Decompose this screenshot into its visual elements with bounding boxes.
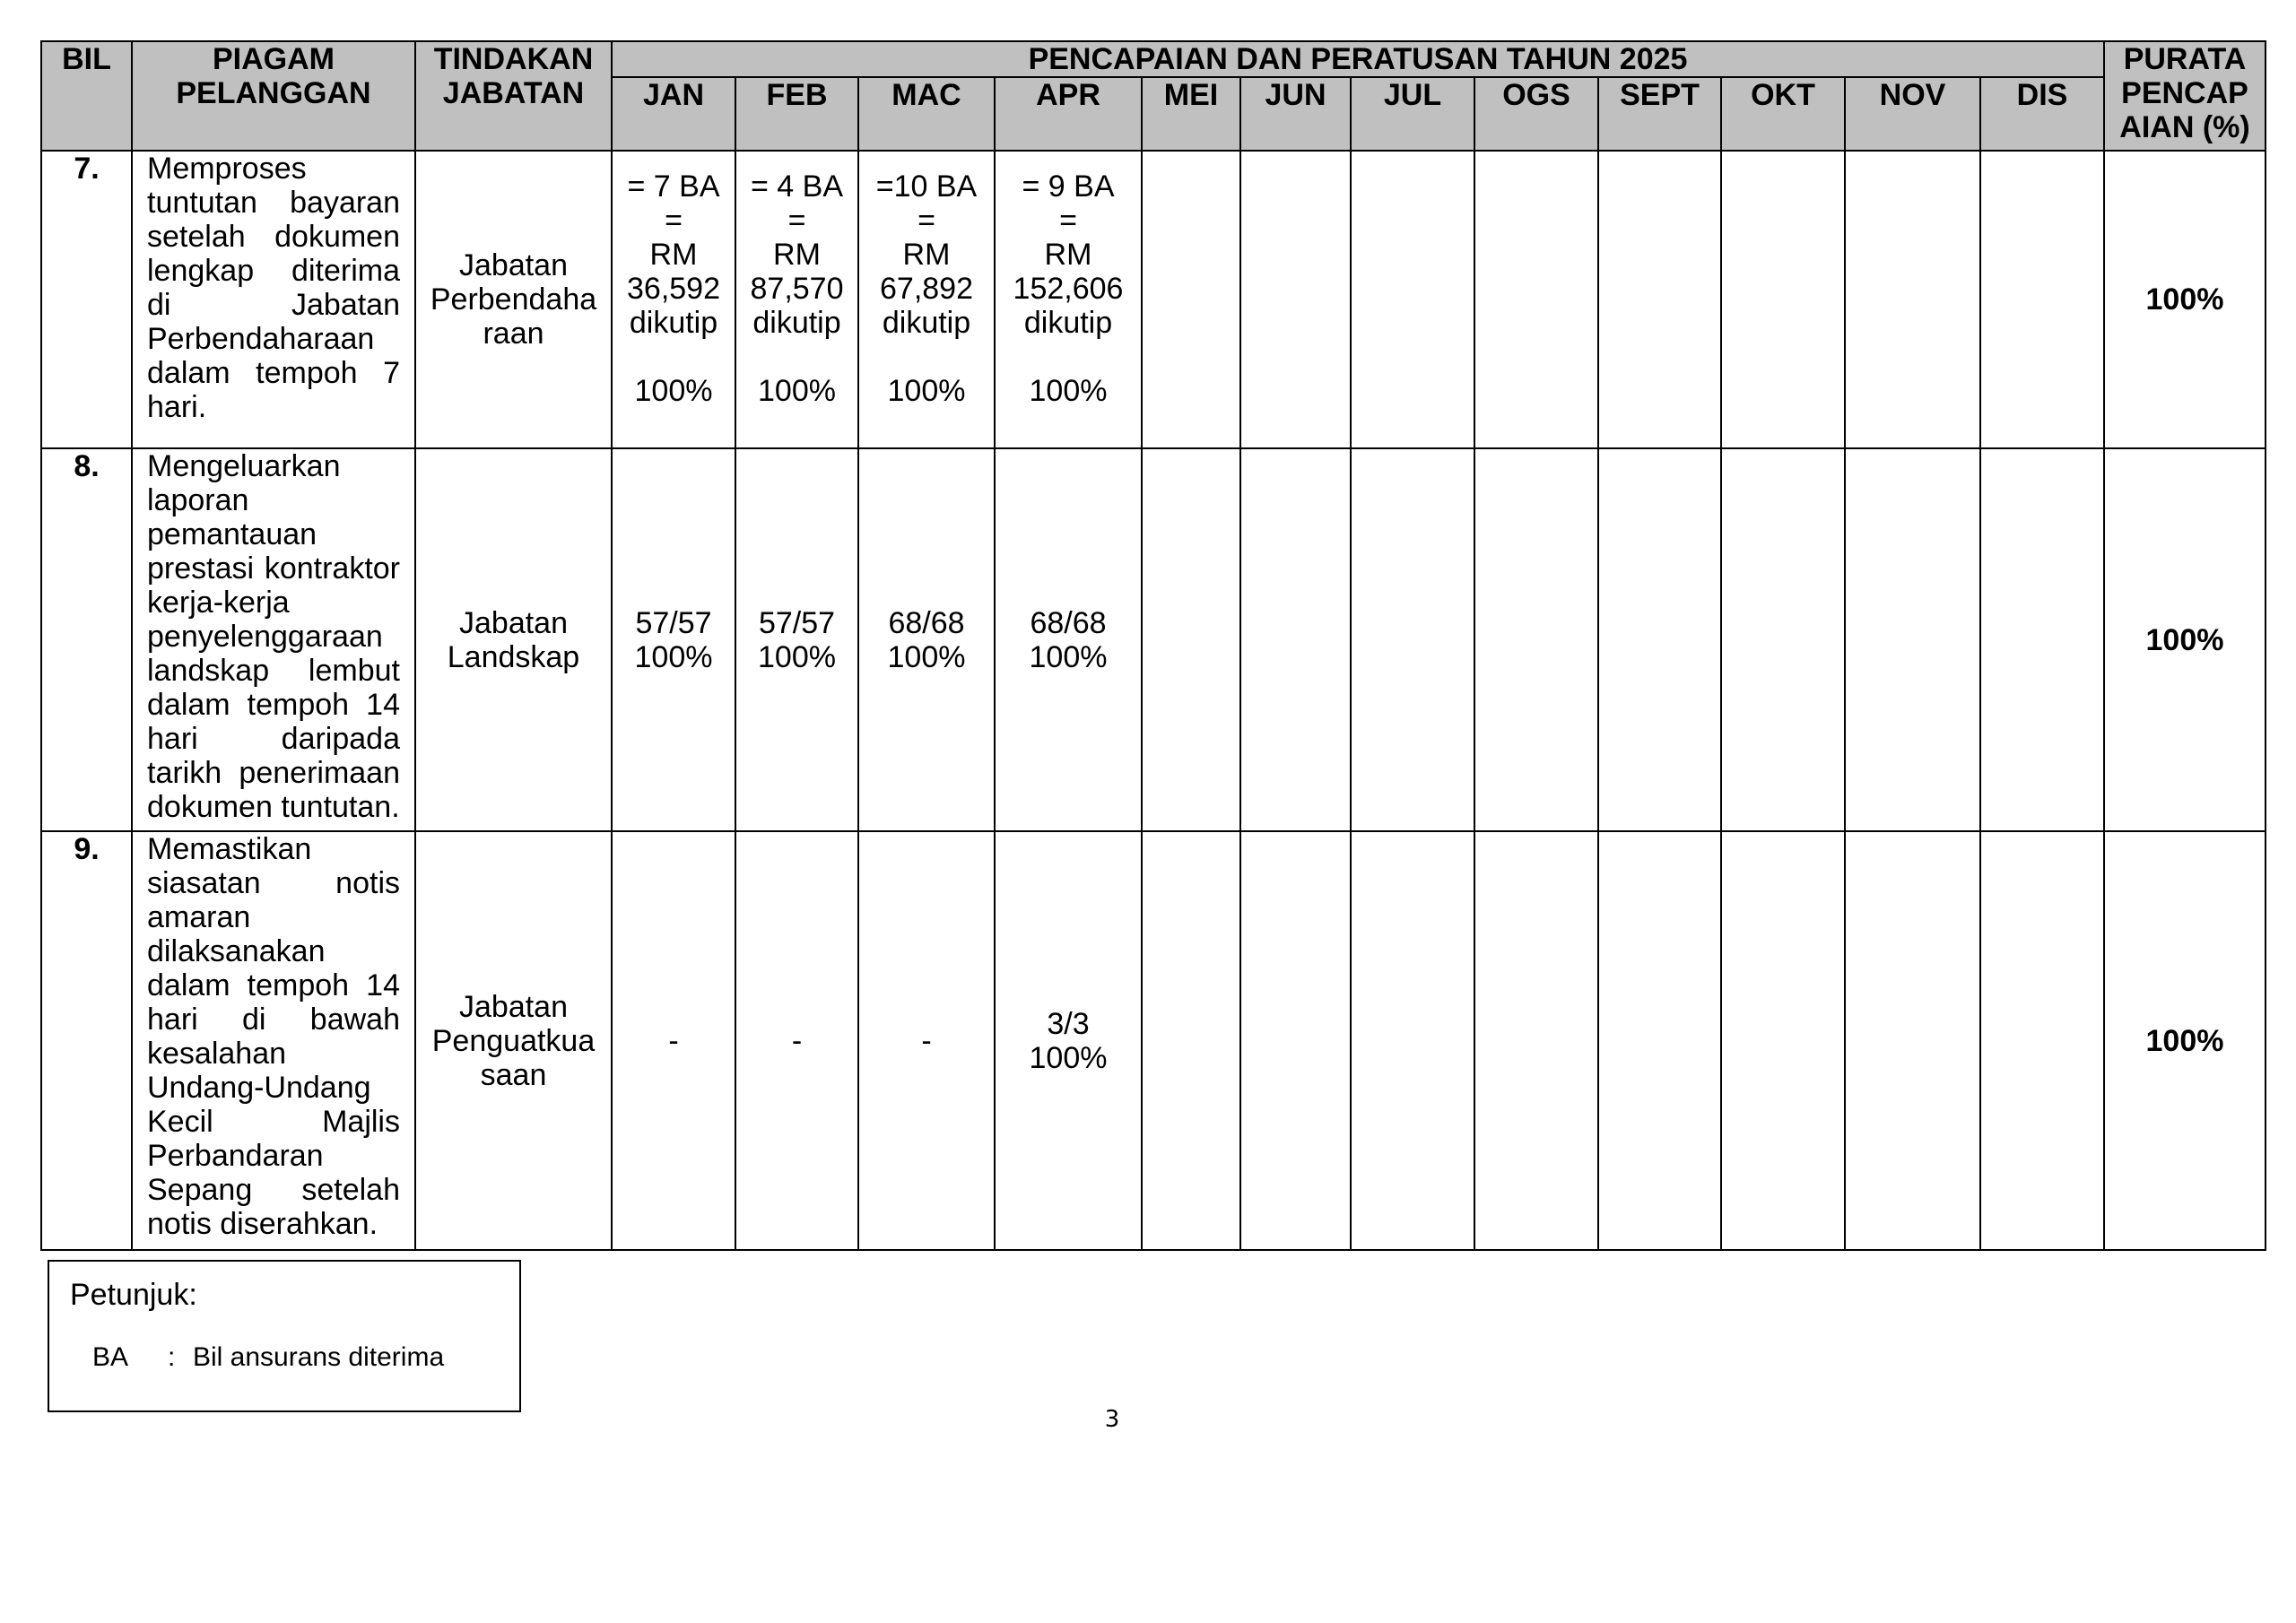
month-cell (1351, 151, 1474, 448)
legend-box (48, 1260, 521, 1412)
row-purata: 100% (2104, 151, 2266, 448)
month-cell: 3/3 100% (995, 831, 1142, 1250)
legend-definition: Bil ansurans diterima (193, 1342, 445, 1372)
month-cell (1240, 831, 1351, 1250)
month-cell: = 7 BA = RM 36,592 dikutip 100% (612, 151, 735, 448)
month-cell: =10 BA = RM 67,892 dikutip 100% (858, 151, 995, 448)
header-bil: BIL (41, 41, 132, 151)
month-cell (1721, 448, 1845, 831)
row-tindakan: Jabatan Landskap (415, 448, 612, 831)
table-row (41, 151, 2266, 448)
row-piagam: Memastikan siasatan notis amaran dilaksanakan dalam tempoh 14 hari di bawah kesalahan Undang-Undang Kecil Majlis Perbandaran Sepang setelah notis diserahkan. (132, 831, 415, 1250)
month-cell (1845, 831, 1980, 1250)
month-cell (1240, 151, 1351, 448)
row-piagam: Mengeluarkan laporan pemantauan prestasi kontraktor kerja-kerja penyelenggaraan landskap lembut dalam tempoh 14 hari daripada tarikh penerimaan dokumen tuntutan. (132, 448, 415, 831)
legend-separator: : (168, 1342, 176, 1372)
month-cell (1845, 151, 1980, 448)
header-tindakan: TINDAKAN JABATAN (415, 41, 612, 151)
header-piagam: PIAGAM PELANGGAN (132, 41, 415, 151)
month-cell: = 4 BA = RM 87,570 dikutip 100% (735, 151, 858, 448)
month-cell (1142, 831, 1240, 1250)
table-row (41, 448, 2266, 831)
row-purata: 100% (2104, 831, 2266, 1250)
table-body (41, 151, 2266, 1250)
page-number: 3 (1104, 1406, 1120, 1433)
legend-abbreviation: BA (92, 1342, 129, 1372)
header-purata: PURATA PENCAP AIAN (%) (2104, 41, 2266, 151)
row-bil: 9. (41, 831, 132, 1250)
month-cell (1980, 831, 2104, 1250)
month-cell (1721, 831, 1845, 1250)
month-cell: - (612, 831, 735, 1250)
month-cell (1980, 151, 2104, 448)
month-cell: 57/57 100% (735, 448, 858, 831)
month-cell (1142, 151, 1240, 448)
month-cell: 57/57 100% (612, 448, 735, 831)
month-cell (1351, 448, 1474, 831)
row-tindakan: Jabatan Perbendaha raan (415, 151, 612, 448)
month-cell: - (858, 831, 995, 1250)
legend-title: Petunjuk: (70, 1278, 197, 1312)
month-cell (1474, 151, 1598, 448)
month-cell (1474, 831, 1598, 1250)
month-cell (1598, 151, 1721, 448)
row-tindakan: Jabatan Penguatkua saan (415, 831, 612, 1250)
month-cell (1142, 448, 1240, 831)
month-cell (1351, 831, 1474, 1250)
month-cell (1240, 448, 1351, 831)
header-month: OGS (1474, 77, 1598, 151)
header-month: OKT (1721, 77, 1845, 151)
table-row (41, 831, 2266, 1250)
month-cell (1845, 448, 1980, 831)
header-month: FEB (735, 77, 858, 151)
month-cell (1980, 448, 2104, 831)
month-cell (1598, 448, 1721, 831)
row-bil: 7. (41, 151, 132, 448)
table-header (41, 41, 2266, 151)
row-bil: 8. (41, 448, 132, 831)
month-cell: = 9 BA = RM 152,606 dikutip 100% (995, 151, 1142, 448)
achievement-table (40, 40, 2266, 1251)
row-piagam: Memproses tuntutan bayaran setelah dokumen lengkap diterima di Jabatan Perbendaharaan dalam tempoh 7 hari. (132, 151, 415, 448)
month-cell: 68/68 100% (995, 448, 1142, 831)
header-month: NOV (1845, 77, 1980, 151)
header-month: SEPT (1598, 77, 1721, 151)
header-month: JUL (1351, 77, 1474, 151)
month-cell (1474, 448, 1598, 831)
header-month: JUN (1240, 77, 1351, 151)
header-month: APR (995, 77, 1142, 151)
month-cell: 68/68 100% (858, 448, 995, 831)
header-month: DIS (1980, 77, 2104, 151)
month-cell (1598, 831, 1721, 1250)
header-month: JAN (612, 77, 735, 151)
header-group-title: PENCAPAIAN DAN PERATUSAN TAHUN 2025 (612, 41, 2104, 77)
month-cell (1721, 151, 1845, 448)
month-cell: - (735, 831, 858, 1250)
header-month: MEI (1142, 77, 1240, 151)
header-month: MAC (858, 77, 995, 151)
row-purata: 100% (2104, 448, 2266, 831)
